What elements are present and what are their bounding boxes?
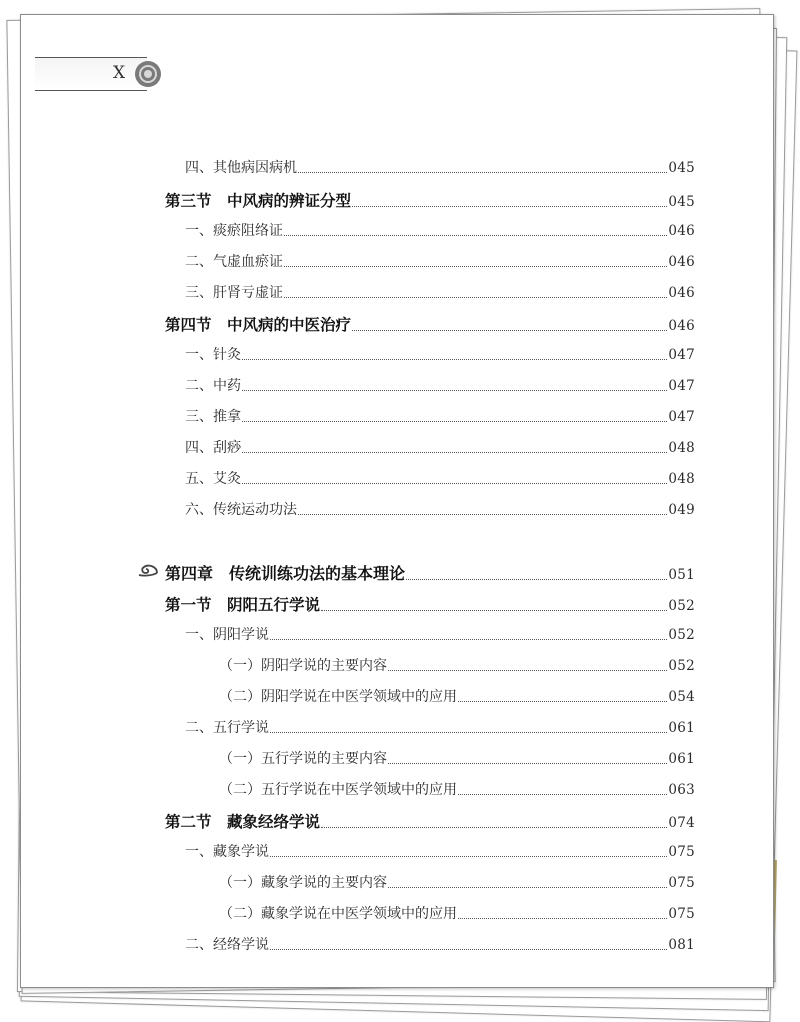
toc-entry-title: 第二节 藏象经络学说	[165, 812, 321, 831]
toc-entry[interactable]	[185, 220, 695, 240]
toc-entry-title: 一、痰瘀阻络证	[185, 223, 283, 239]
toc-entry-title: 第四章 传统训练功法的基本理论	[165, 564, 406, 583]
toc-entry-page: 063	[668, 782, 695, 798]
toc-entry-title: （一）藏象学说的主要内容	[219, 875, 387, 891]
dot-leader	[242, 452, 667, 453]
toc-entry-page: 049	[668, 502, 695, 518]
toc-entry[interactable]	[185, 437, 695, 457]
dot-leader	[352, 206, 667, 207]
toc-entry-title: 四、刮痧	[185, 440, 241, 456]
dot-leader	[284, 235, 667, 236]
toc-entry[interactable]	[165, 593, 695, 615]
toc-entry[interactable]	[185, 841, 695, 861]
dot-leader	[270, 732, 667, 733]
dot-leader	[270, 639, 667, 640]
toc-entry-page: 081	[668, 937, 695, 953]
toc-entry[interactable]	[219, 655, 695, 675]
dot-leader	[388, 763, 667, 764]
toc-entry[interactable]	[185, 375, 695, 395]
toc-entry-page: 047	[668, 378, 695, 394]
toc-entry[interactable]	[185, 468, 695, 488]
page-number-roman: X	[113, 63, 126, 83]
toc-page	[20, 14, 774, 988]
dot-leader	[284, 266, 667, 267]
dot-leader	[458, 918, 667, 919]
toc-entry-page: 045	[668, 194, 695, 210]
toc-entry-title: 二、五行学说	[185, 720, 269, 736]
toc-entry-page: 054	[668, 689, 695, 705]
toc-entry-title: 三、推拿	[185, 409, 241, 425]
toc-entry[interactable]	[219, 779, 695, 799]
dot-leader	[458, 794, 667, 795]
dot-leader	[298, 514, 667, 515]
cloud-scroll-icon	[137, 563, 159, 577]
toc-entry-page: 047	[668, 347, 695, 363]
toc-entry[interactable]	[165, 561, 695, 584]
toc-entry[interactable]	[219, 748, 695, 768]
toc-entry[interactable]	[219, 686, 695, 706]
dot-leader	[242, 359, 667, 360]
toc-entry-page: 061	[668, 720, 695, 736]
dot-leader	[321, 827, 667, 828]
toc-entry-page: 052	[668, 627, 695, 643]
toc-entry-title: 二、气虚血瘀证	[185, 254, 283, 270]
toc-entry-page: 045	[668, 160, 695, 176]
toc-entry-page: 046	[668, 285, 695, 301]
toc-entry-page: 048	[668, 440, 695, 456]
dot-leader	[298, 172, 667, 173]
toc-entry-page: 048	[668, 471, 695, 487]
toc-entry-title: （二）阴阳学说在中医学领域中的应用	[219, 689, 457, 705]
toc-entry[interactable]	[185, 344, 695, 364]
toc-entry-title: 二、中药	[185, 378, 241, 394]
toc-entry[interactable]	[185, 624, 695, 644]
toc-entry-title: 第一节 阴阳五行学说	[165, 595, 321, 614]
dot-leader	[242, 390, 667, 391]
toc-entry-title: （二）藏象学说在中医学领域中的应用	[219, 906, 457, 922]
toc-entry[interactable]	[165, 313, 695, 335]
dot-leader	[388, 887, 667, 888]
toc-entry-title: 四、其他病因病机	[185, 160, 297, 176]
toc-entry-page: 046	[668, 254, 695, 270]
toc-entry[interactable]	[219, 872, 695, 892]
toc-entry[interactable]	[185, 157, 695, 177]
dot-leader	[406, 579, 667, 580]
toc-entry-title: 三、肝肾亏虚证	[185, 285, 283, 301]
toc-entry-page: 046	[668, 318, 695, 334]
toc-entry-page: 046	[668, 223, 695, 239]
dot-leader	[388, 670, 667, 671]
dot-leader	[270, 949, 667, 950]
toc-entry-title: （一）阴阳学说的主要内容	[219, 658, 387, 674]
toc-entry-page: 075	[668, 875, 695, 891]
toc-entry-page: 052	[668, 598, 695, 614]
dot-leader	[270, 856, 667, 857]
toc-entry[interactable]	[165, 189, 695, 211]
toc-entry-title: 六、传统运动功法	[185, 502, 297, 518]
toc-entry-page: 047	[668, 409, 695, 425]
toc-entry[interactable]	[219, 903, 695, 923]
toc-entry[interactable]	[185, 717, 695, 737]
toc-entry-page: 051	[668, 567, 695, 583]
toc-entry[interactable]	[185, 282, 695, 302]
toc-entry-title: 五、艾灸	[185, 471, 241, 487]
toc-entry-title: 二、经络学说	[185, 937, 269, 953]
toc-entry-title: 一、针灸	[185, 347, 241, 363]
toc-entry[interactable]	[185, 406, 695, 426]
toc-entry-title: 一、阴阳学说	[185, 627, 269, 643]
page-header-tab	[35, 57, 147, 91]
toc-entry-page: 075	[668, 906, 695, 922]
toc-entry-title: 第三节 中风病的辨证分型	[165, 191, 352, 210]
cloud-scroll-icon	[135, 61, 161, 87]
dot-leader	[242, 483, 667, 484]
dot-leader	[321, 610, 667, 611]
toc-entry-title: 一、藏象学说	[185, 844, 269, 860]
toc-entry-page: 061	[668, 751, 695, 767]
dot-leader	[352, 330, 667, 331]
toc-entry[interactable]	[185, 499, 695, 519]
dot-leader	[284, 297, 667, 298]
toc-entry-title: （二）五行学说在中医学领域中的应用	[219, 782, 457, 798]
toc-entry-title: （一）五行学说的主要内容	[219, 751, 387, 767]
toc-entry[interactable]	[165, 810, 695, 832]
toc-entry-page: 052	[668, 658, 695, 674]
toc-entry-title: 第四节 中风病的中医治疗	[165, 315, 352, 334]
toc-entry-page: 074	[668, 815, 695, 831]
toc-entry[interactable]	[185, 934, 695, 954]
dot-leader	[458, 701, 667, 702]
dot-leader	[242, 421, 667, 422]
toc-entry[interactable]	[185, 251, 695, 271]
toc-entry-page: 075	[668, 844, 695, 860]
